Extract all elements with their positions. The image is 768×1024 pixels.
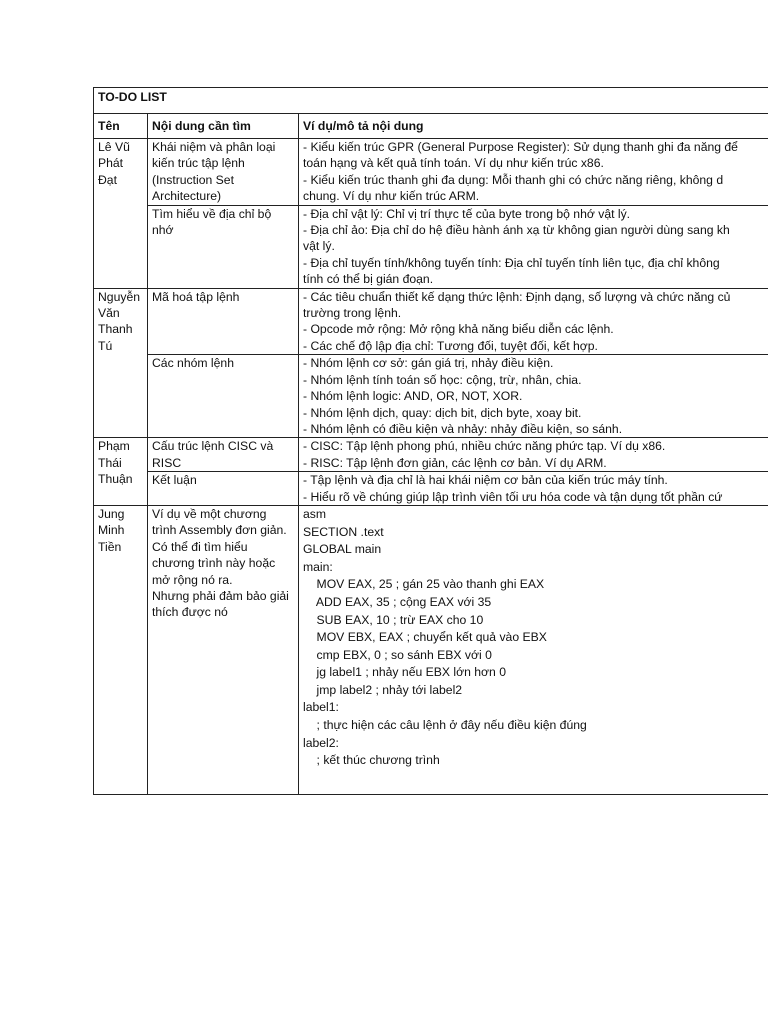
code-line: ADD EAX, 35 ; cộng EAX với 35 bbox=[303, 594, 492, 609]
description-line: - Địa chỉ ảo: Địa chỉ do hệ điều hành ánh xạ từ không gian người dùng sang kh bbox=[303, 223, 730, 238]
todo-table bbox=[93, 87, 768, 795]
task-description bbox=[299, 472, 768, 506]
task-topic-text: Tìm hiểu về địa chỉ bộ nhớ bbox=[152, 206, 272, 238]
description-line: - Nhóm lệnh logic: AND, OR, NOT, XOR. bbox=[303, 389, 523, 404]
member-name-text: Nguyễn Văn Thanh Tú bbox=[98, 289, 141, 353]
table-row bbox=[94, 438, 768, 472]
description-line: chung. Ví dụ như kiến trúc ARM. bbox=[303, 189, 480, 204]
member-name bbox=[94, 288, 148, 438]
table-row bbox=[94, 355, 768, 438]
member-name-text: Lê Vũ Phát Đạt bbox=[98, 140, 130, 187]
task-description bbox=[299, 355, 768, 438]
description-line: - Opcode mở rộng: Mở rộng khả năng biểu diễn các lệnh. bbox=[303, 322, 614, 337]
member-name bbox=[94, 438, 148, 506]
task-topic bbox=[148, 205, 299, 288]
description-line: trường trong lệnh. bbox=[303, 306, 402, 321]
task-topic bbox=[148, 288, 299, 355]
header-description: Ví dụ/mô tả nội dung bbox=[299, 114, 768, 139]
task-topic-text: Mã hoá tập lệnh bbox=[152, 289, 240, 304]
task-description bbox=[299, 438, 768, 472]
task-code bbox=[299, 505, 768, 794]
task-topic-text: Ví dụ về một chương trình Assembly đơn giản. Có thể đi tìm hiểu chương trình này hoặc mở rộng nó ra. Nhưng phải đảm bảo giải thích được nó bbox=[152, 506, 289, 620]
description-line: - Địa chỉ tuyến tính/không tuyến tính: Địa chỉ tuyến tính liên tục, địa chỉ không bbox=[303, 255, 720, 270]
header-row bbox=[94, 114, 768, 139]
task-description bbox=[299, 139, 768, 206]
code-line: MOV EAX, 25 ; gán 25 vào thanh ghi EAX bbox=[303, 577, 545, 592]
description-line: - Hiểu rõ về chúng giúp lập trình viên tối ưu hóa code và tận dụng tốt phần cứ bbox=[303, 489, 723, 504]
task-description bbox=[299, 205, 768, 288]
code-line: label2: bbox=[303, 735, 339, 750]
description-line: toán hạng và kết quả tính toán. Ví dụ như kiến trúc x86. bbox=[303, 156, 604, 171]
code-line: MOV EBX, EAX ; chuyển kết quả vào EBX bbox=[303, 630, 547, 645]
description-line: - Nhóm lệnh tính toán số học: cộng, trừ, nhân, chia. bbox=[303, 372, 582, 387]
table-row bbox=[94, 472, 768, 506]
task-topic bbox=[148, 139, 299, 206]
code-line: label1: bbox=[303, 700, 339, 715]
member-name-text: Phạm Thái Thuận bbox=[98, 439, 133, 487]
task-topic-text: Khái niệm và phân loại kiến trúc tập lệnh (Instruction Set Architecture) bbox=[152, 140, 276, 204]
header-name: Tên bbox=[94, 114, 148, 139]
description-line: - Nhóm lệnh có điều kiện và nhảy: nhảy điều kiện, so sánh. bbox=[303, 421, 623, 436]
code-line: main: bbox=[303, 559, 333, 574]
table-row bbox=[94, 205, 768, 288]
task-topic-text: Kết luận bbox=[152, 473, 197, 488]
task-topic-text: Cấu trúc lệnh CISC và RISC bbox=[152, 439, 274, 470]
description-line: - Kiểu kiến trúc GPR (General Purpose Register): Sử dụng thanh ghi đa năng để bbox=[303, 140, 738, 154]
member-name-text: Jung Minh Tiền bbox=[98, 506, 125, 554]
task-description bbox=[299, 288, 768, 355]
code-line: SUB EAX, 10 ; trừ EAX cho 10 bbox=[303, 612, 484, 627]
description-line: - Các chế độ lập địa chỉ: Tương đối, tuyệt đối, kết hợp. bbox=[303, 338, 598, 353]
table-title: TO-DO LIST bbox=[94, 88, 768, 114]
description-line: - Kiểu kiến trúc thanh ghi đa dụng: Mỗi thanh ghi có chức năng riêng, không d bbox=[303, 172, 724, 187]
task-topic bbox=[148, 355, 299, 438]
code-line: jg label1 ; nhảy nếu EBX lớn hơn 0 bbox=[303, 665, 506, 680]
description-line: - Nhóm lệnh dịch, quay: dịch bit, dịch byte, xoay bit. bbox=[303, 405, 582, 420]
code-line: cmp EBX, 0 ; so sánh EBX với 0 bbox=[303, 647, 492, 662]
task-topic bbox=[148, 472, 299, 506]
description-line: - Địa chỉ vật lý: Chỉ vị trí thực tế của byte trong bộ nhớ vật lý. bbox=[303, 206, 631, 221]
header-topic: Nội dung cần tìm bbox=[148, 114, 299, 139]
code-line: asm bbox=[303, 506, 327, 521]
member-name bbox=[94, 505, 148, 794]
description-line: - Tập lệnh và địa chỉ là hai khái niệm cơ bản của kiến trúc máy tính. bbox=[303, 473, 668, 488]
description-line: - Nhóm lệnh cơ sở: gán giá trị, nhảy điều kiện. bbox=[303, 356, 554, 371]
title-row bbox=[94, 88, 768, 114]
code-line: ; thực hiện các câu lệnh ở đây nếu điều kiện đúng bbox=[303, 718, 587, 733]
description-line: vật lý. bbox=[303, 239, 335, 254]
table-row bbox=[94, 288, 768, 355]
description-line: - Các tiêu chuẩn thiết kế dạng thức lệnh: Định dạng, số lượng và chức năng củ bbox=[303, 289, 731, 304]
task-topic bbox=[148, 438, 299, 472]
description-line: - CISC: Tập lệnh phong phú, nhiều chức năng phức tạp. Ví dụ x86. bbox=[303, 439, 666, 454]
code-line: ; kết thúc chương trình bbox=[303, 753, 440, 768]
code-line: SECTION .text bbox=[303, 524, 384, 539]
member-name bbox=[94, 139, 148, 289]
code-line: GLOBAL main bbox=[303, 542, 382, 557]
table-row bbox=[94, 139, 768, 206]
task-topic bbox=[148, 505, 299, 794]
task-topic-text: Các nhóm lệnh bbox=[152, 356, 234, 371]
code-line: jmp label2 ; nhảy tới label2 bbox=[303, 682, 463, 697]
description-line: tính có thể bị gián đoạn. bbox=[303, 272, 434, 287]
description-line: - RISC: Tập lệnh đơn giản, các lệnh cơ bản. Ví dụ ARM. bbox=[303, 455, 607, 470]
table-row bbox=[94, 505, 768, 794]
